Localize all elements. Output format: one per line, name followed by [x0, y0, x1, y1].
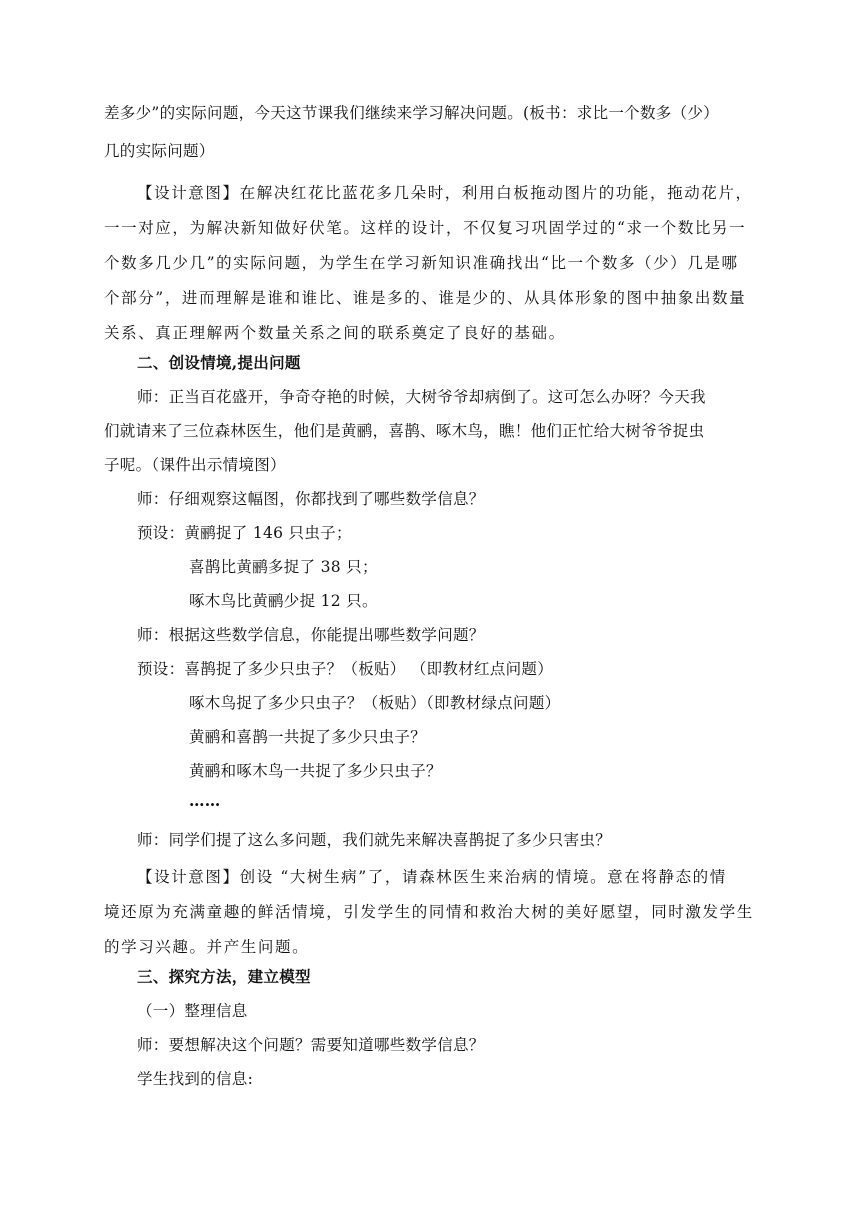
- paragraph-line: 师：正当百花盛开，争奇夺艳的时候，大树爷爷却病倒了。这可怎么办呀？今天我: [137, 388, 706, 406]
- preset-line: 黄鹂和喜鹊一共捉了多少只虫子？: [189, 728, 427, 746]
- design-intent-line: 一一对应，为解决新知做好伏笔。这样的设计，不仅复习巩固学过的“求一个数比另一: [104, 219, 747, 237]
- section-heading: 二、创设情境,提出问题: [137, 353, 301, 372]
- design-intent-line: 个数多几少几”的实际问题，为学生在学习新知识准确找出“比一个数多（少）几是哪: [104, 254, 739, 272]
- preset-line: 啄木鸟捉了多少只虫子？（板贴）（即教材绿点问题）: [189, 694, 561, 712]
- paragraph-line: 师：仔细观察这幅图，你都找到了哪些数学信息？: [137, 490, 485, 508]
- paragraph-line: 学生找到的信息:: [137, 1070, 254, 1088]
- preset-line: 啄木鸟比黄鹂少捉 12 只。: [189, 592, 378, 610]
- section-heading: 三、探究方法，建立模型: [137, 967, 311, 986]
- paragraph-line: 师：根据这些数学信息，你能提出哪些数学问题？: [137, 626, 485, 644]
- paragraph-line: 几的实际问题）: [104, 142, 215, 160]
- design-intent-line: 【设计意图】在解决红花比蓝花多几朵时，利用白板拖动图片的功能，拖动花片，: [137, 184, 753, 202]
- subsection-heading: （一）整理信息: [137, 1002, 248, 1020]
- design-intent-line: 关系、真正理解两个数量关系之间的联系奠定了良好的基础。: [104, 324, 566, 342]
- paragraph-line: 们就请来了三位森林医生，他们是黄鹂，喜鹊、啄木鸟，瞧！他们正忙给大树爷爷捉虫: [104, 422, 705, 440]
- preset-line: 预设：黄鹂捉了 146 只虫子；: [137, 524, 352, 542]
- paragraph-line: 子呢。（课件出示情境图）: [104, 456, 286, 474]
- design-intent-line: 的学习兴趣。并产生问题。: [104, 938, 310, 956]
- design-intent-line: 【设计意图】创设 “大树生病”了，请森林医生来治病的情境。意在将静态的情: [137, 868, 727, 886]
- paragraph-line: 师：同学们提了这么多问题，我们就先来解决喜鹊捉了多少只害虫？: [137, 831, 612, 849]
- design-intent-line: 个部分”，进而理解是谁和谁比、谁是多的、谁是少的、从具体形象的图中抽象出数量: [104, 289, 747, 307]
- preset-line: 喜鹊比黄鹂多捉了 38 只；: [189, 558, 378, 576]
- ellipsis: ……: [189, 791, 221, 810]
- design-intent-line: 境还原为充满童趣的鲜活情境，引发学生的同情和救治大树的美好愿望，同时激发学生: [104, 903, 754, 921]
- preset-line: 黄鹂和啄木鸟一共捉了多少只虫子？: [189, 762, 442, 780]
- paragraph-line: 差多少”的实际问题，今天这节课我们继续来学习解决问题。(板书：求比一个数多（少）: [104, 104, 719, 122]
- paragraph-line: 师：要想解决这个问题？需要知道哪些数学信息？: [137, 1036, 485, 1054]
- preset-line: 预设：喜鹊捉了多少只虫子？（板贴） （即教材红点问题）: [137, 660, 554, 678]
